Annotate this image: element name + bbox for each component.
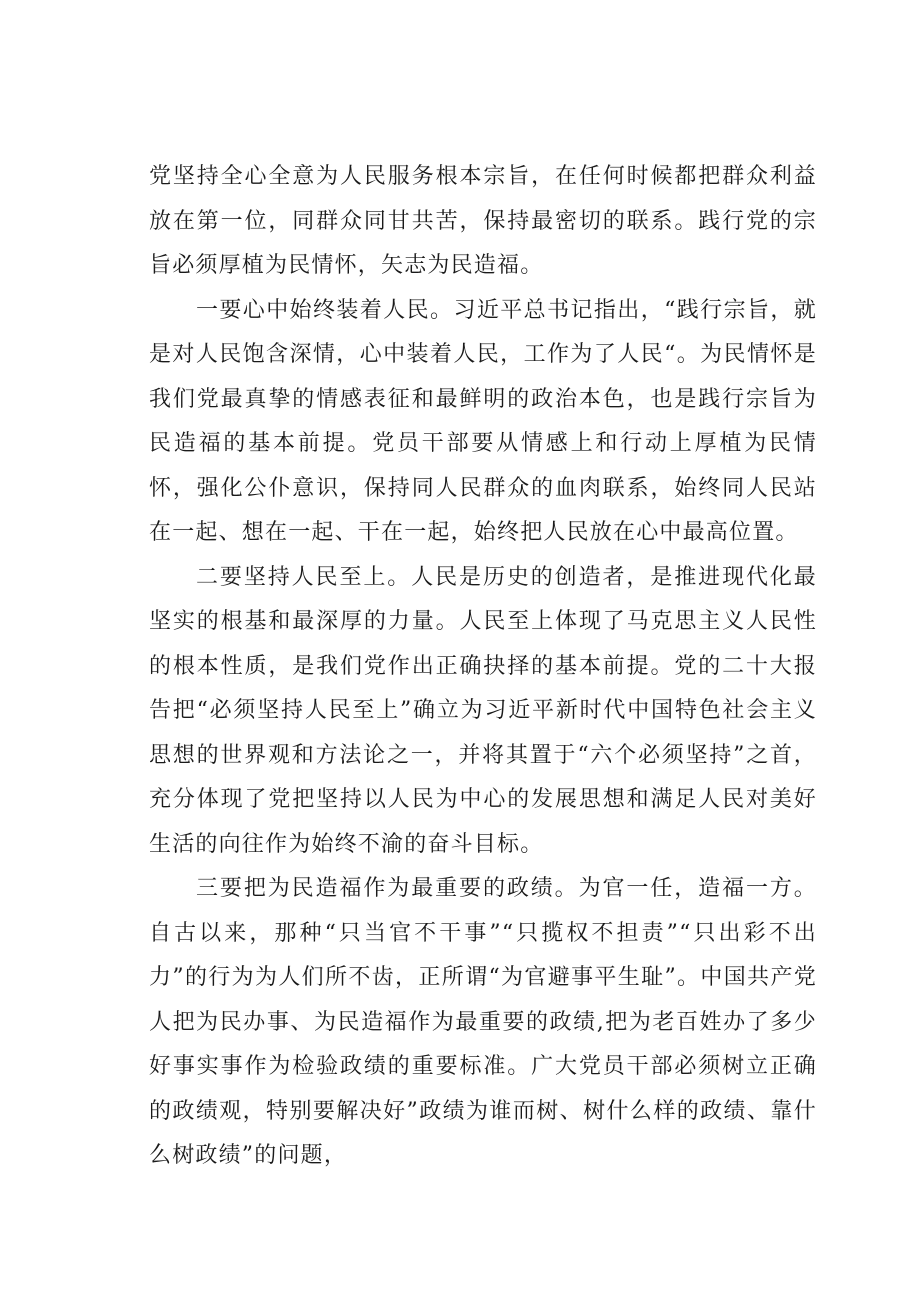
paragraph-point-three: 三要把为民造福作为最重要的政绩。为官一任，造福一方。自古以来，那种“只当官不干事”“只揽权不担责”“只出彩不出力”的行为为人们所不齿，正所谓“为官避事平生耻”。中国共产党人把为民办事、为民造福作为最重要的政绩,把为老百姓办了多少好事实事作为检验政绩的重要标准。广大党员干部必须树立正确的政绩观，特别要解决好”政绩为谁而树、树什么样的政绩、靠什么树政绩”的问题，	[149, 876, 817, 1168]
paragraph-point-one: 一要心中始终装着人民。习近平总书记指出，“践行宗旨，就是对人民饱含深情，心中装着人民，工作为了人民“。为民情怀是我们党最真挚的情感表征和最鲜明的政治本色，也是践行宗旨为民造福的基本前提。党员干部要从情感上和行动上厚植为民情怀，强化公仆意识，保持同人民群众的血肉联系，始终同人民站在一起、想在一起、干在一起，始终把人民放在心中最高位置。	[149, 297, 817, 545]
paragraph-intro: 党坚持全心全意为人民服务根本宗旨，在任何时候都把群众利益放在第一位，同群众同甘共苦，保持最密切的联系。践行党的宗旨必须厚植为民情怀，矢志为民造福。	[149, 164, 817, 278]
document-body	[149, 155, 817, 1179]
paragraph-point-two: 二要坚持人民至上。人民是历史的创造者，是推进现代化最坚实的根基和最深厚的力量。人民至上体现了马克思主义人民性的根本性质，是我们党作出正确抉择的基本前提。党的二十大报告把“必须坚持人民至上”确立为习近平新时代中国特色社会主义思想的世界观和方法论之一，并将其置于“六个必须坚持”之首，充分体现了党把坚持以人民为中心的发展思想和满足人民对美好生活的向往作为始终不渝的奋斗目标。	[149, 564, 817, 857]
